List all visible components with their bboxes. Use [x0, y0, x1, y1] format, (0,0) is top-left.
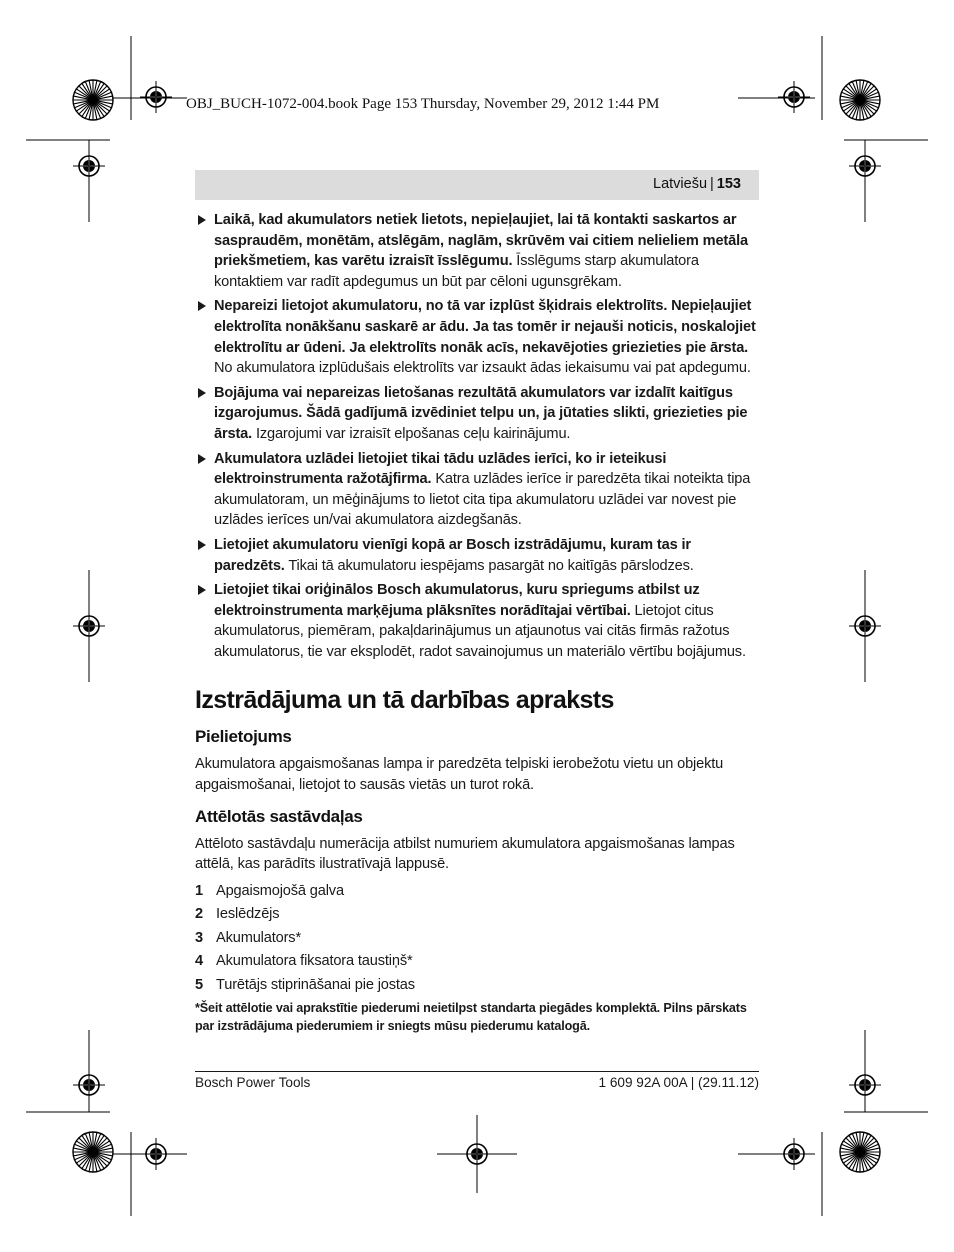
list-item: [195, 951, 759, 972]
list-item: [195, 975, 759, 996]
component-label: Turētājs stiprināšanai pie jostas: [216, 976, 415, 993]
page-content: [195, 210, 759, 1041]
header-language: Latviešu: [653, 176, 708, 192]
components-intro: Attēloto sastāvdaļu numerācija atbilst numuriem akumulatora apgaismošanas lampas attēlā, kas parādīts ilustratīvajā lappusē.: [195, 835, 735, 873]
page-header: [653, 176, 741, 192]
component-number: 2: [195, 906, 203, 923]
component-number: 4: [195, 953, 203, 970]
warning-bold-text: Lietojiet tikai oriģinālos Bosch akumulatorus, kuru spriegums atbilst uz elektroinstrumenta marķējuma plāksnītes norādītajai vērtībai.: [214, 582, 700, 619]
warning-bold-text: Akumulatora uzlādei lietojiet tikai tādu uzlādes ierīci, ko ir ieteikusi elektroinstrumenta ražotājfirma.: [214, 450, 667, 488]
page-number: 153: [716, 176, 741, 192]
usage-heading: Pielietojums: [195, 727, 292, 747]
warning-text: Īsslēgums starp akumulatora kontaktiem var radīt apdegumus un būt par cēloni ugunsgrēkam.: [214, 253, 699, 290]
safety-warning-item: [195, 535, 759, 576]
section-title: Izstrādājuma un tā darbības apraksts: [195, 686, 614, 715]
component-label: Apgaismojošā galva: [216, 882, 344, 899]
bullet-arrow-icon: [198, 454, 206, 464]
bullet-arrow-icon: [198, 301, 206, 311]
warning-bold-text: Laikā, kad akumulators netiek lietots, nepieļaujiet, lai tā kontakti saskartos ar saspraudēm, monētām, atslēgām, naglām, skrūvēm vai citiem nelieliem metāla priekšmetiem, kas varētu izraisīt īsslēgumu.: [214, 212, 748, 270]
accessories-footnote: *Šeit attēlotie vai aprakstītie piederumi neietilpst standarta piegādes komplektā. Pilns pārskats par izstrādājuma piederumiem ir sniegts mūsu piederumu katalogā.: [195, 1001, 747, 1034]
component-label: Akumulators*: [216, 929, 301, 946]
component-number: 5: [195, 976, 203, 993]
bullet-arrow-icon: [198, 215, 206, 225]
print-info-header: OBJ_BUCH-1072-004.book Page 153 Thursday, November 29, 2012 1:44 PM: [186, 96, 660, 112]
warning-text: Izgarojumi var izraisīt elpošanas ceļu kairinājumu.: [252, 425, 571, 442]
safety-warning-item: [195, 580, 759, 662]
page-header-band: [195, 170, 759, 200]
component-label: Ieslēdzējs: [216, 906, 280, 923]
warning-bold-text: Nepareizi lietojot akumulatoru, no tā var izplūst šķidrais elektrolīts. Nepieļaujiet elektrolīta nonākšanu saskarē ar ādu. Ja tas tomēr ir nejauši noticis, noskalojiet elektrolītu ar ūdeni. Ja elektrolīts nonāk acīs, nekavējoties griezieties pie ārsta.: [214, 298, 756, 356]
component-number: 1: [195, 882, 203, 899]
footer-divider: [195, 1071, 759, 1072]
warning-text: Lietojot citus akumulatorus, piemēram, pakaļdarinājumus un atjaunotus vai citās firmās ražotus akumulatorus, tie var eksplodēt, radot savainojumus un materiālo vērtību bojājumus.: [214, 602, 746, 660]
warning-bold-text: Lietojiet akumulatoru vienīgi kopā ar Bosch izstrādājumu, kuram tas ir paredzēts.: [214, 536, 691, 574]
bullet-arrow-icon: [198, 388, 206, 398]
warning-bold-text: Bojājuma vai nepareizas lietošanas rezultātā akumulators var izdalīt kaitīgus izgarojumus. Šādā gadījumā izvēdiniet telpu un, ja jūtaties slikti, griezieties pie ārsta.: [214, 384, 748, 442]
safety-warning-item: [195, 449, 759, 531]
warning-text: No akumulatora izplūdušais elektrolīts var izsaukt ādas iekaisumu vai pat apdegumu.: [214, 360, 751, 377]
usage-text: Akumulatora apgaismošanas lampa ir paredzēta telpiski ierobežotu vietu un objektu apgaismošanai, lietojot to sausās vietās un turot rokā.: [195, 756, 724, 794]
components-list: [195, 881, 759, 996]
list-item: [195, 881, 759, 902]
safety-warning-list: [195, 210, 759, 662]
safety-warning-item: [195, 383, 759, 445]
safety-warning-item: [195, 210, 759, 292]
warning-text: Katra uzlādes ierīce ir paredzēta tikai noteikta tipa akumulatoram, un mēģinājums to lietot cita tipa akumulatoru uzlādei var novest pie uzlādes ierīces un/vai akumulatora aizdegšanās.: [214, 471, 751, 529]
footer-doc-number: 1 609 92A 00A | (29.11.12): [598, 1075, 759, 1090]
list-item: [195, 928, 759, 949]
warning-text: Tikai tā akumulatoru iespējams pasargāt no kaitīgās pārslodzes.: [284, 557, 694, 574]
component-label: Akumulatora fiksatora taustiņš*: [216, 953, 413, 970]
footer-brand: Bosch Power Tools: [195, 1075, 311, 1090]
component-number: 3: [195, 929, 203, 946]
header-separator: |: [710, 176, 714, 192]
components-heading: Attēlotās sastāvdaļas: [195, 806, 363, 826]
safety-warning-item: [195, 296, 759, 378]
bullet-arrow-icon: [198, 585, 206, 595]
list-item: [195, 904, 759, 925]
bullet-arrow-icon: [198, 540, 206, 550]
